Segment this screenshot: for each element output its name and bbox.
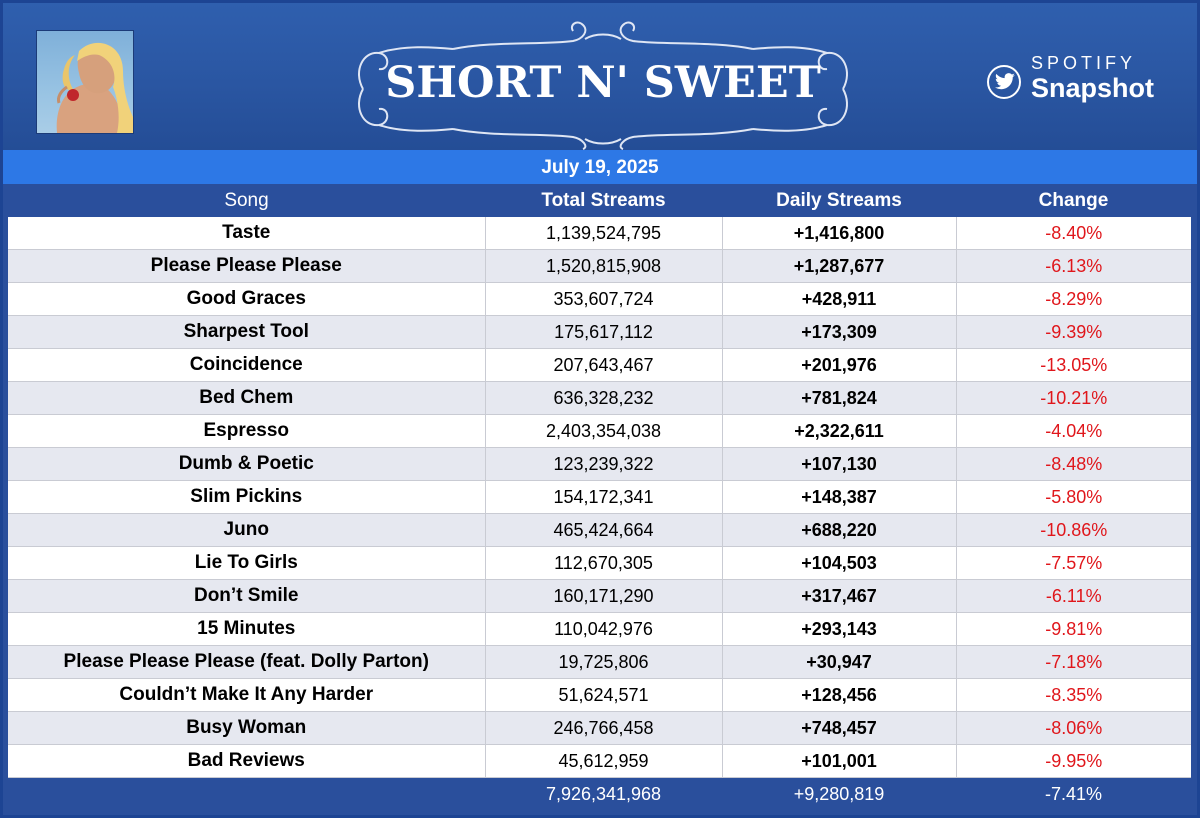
total-streams-cell: 112,670,305 [485,547,722,580]
album-title-logo: SHORT N' SWEET [385,58,821,108]
change-cell: -5.80% [956,481,1191,514]
change-cell: -10.21% [956,382,1191,415]
change-cell: -9.81% [956,613,1191,646]
album-cover-image [36,30,134,134]
table-row [8,250,1191,283]
total-streams-cell: 175,617,112 [485,316,722,349]
change-cell: -4.04% [956,415,1191,448]
daily-streams-cell: +1,416,800 [722,217,956,250]
change-cell: -8.29% [956,283,1191,316]
column-header-total-streams: Total Streams [485,185,722,217]
column-header-change: Change [956,185,1191,217]
song-name-cell: Coincidence [8,349,485,382]
table-row [8,679,1191,712]
daily-streams-cell: +1,287,677 [722,250,956,283]
table-row [8,349,1191,382]
change-cell: -7.18% [956,646,1191,679]
daily-streams-cell: +428,911 [722,283,956,316]
table-row [8,745,1191,778]
change-cell: -8.48% [956,448,1191,481]
table-row [8,283,1191,316]
total-streams-cell: 1,520,815,908 [485,250,722,283]
total-streams-cell: 207,643,467 [485,349,722,382]
change-cell: -7.57% [956,547,1191,580]
header-banner [3,3,1197,150]
daily-streams-cell: +748,457 [722,712,956,745]
daily-streams-cell: +781,824 [722,382,956,415]
song-name-cell: Please Please Please (feat. Dolly Parton) [8,646,485,679]
total-streams-cell: 465,424,664 [485,514,722,547]
daily-streams-cell: +128,456 [722,679,956,712]
change-cell: -9.39% [956,316,1191,349]
song-name-cell: Lie To Girls [8,547,485,580]
total-streams-cell: 2,403,354,038 [485,415,722,448]
total-streams-cell: 51,624,571 [485,679,722,712]
song-name-cell: Good Graces [8,283,485,316]
change-cell: -8.06% [956,712,1191,745]
change-cell: -8.40% [956,217,1191,250]
twitter-bird-icon [987,65,1021,99]
daily-streams-cell: +173,309 [722,316,956,349]
song-name-cell: Please Please Please [8,250,485,283]
totals-total-streams: 7,926,341,968 [485,778,722,812]
streams-table [8,185,1191,811]
daily-streams-cell: +104,503 [722,547,956,580]
total-streams-cell: 160,171,290 [485,580,722,613]
table-row [8,547,1191,580]
table-body [8,217,1191,778]
total-streams-cell: 636,328,232 [485,382,722,415]
total-streams-cell: 353,607,724 [485,283,722,316]
song-name-cell: Slim Pickins [8,481,485,514]
change-cell: -9.95% [956,745,1191,778]
daily-streams-cell: +107,130 [722,448,956,481]
table-row [8,448,1191,481]
table-row [8,580,1191,613]
total-streams-cell: 19,725,806 [485,646,722,679]
brand-snapshot-label: Snapshot [1031,73,1155,103]
totals-daily-streams: +9,280,819 [722,778,956,812]
daily-streams-cell: +148,387 [722,481,956,514]
song-name-cell: Don’t Smile [8,580,485,613]
daily-streams-cell: +201,976 [722,349,956,382]
date-banner: July 19, 2025 [3,150,1197,184]
total-streams-cell: 154,172,341 [485,481,722,514]
table-row [8,415,1191,448]
song-name-cell: Juno [8,514,485,547]
total-streams-cell: 110,042,976 [485,613,722,646]
total-streams-cell: 45,612,959 [485,745,722,778]
change-cell: -6.13% [956,250,1191,283]
song-name-cell: Sharpest Tool [8,316,485,349]
song-name-cell: Couldn’t Make It Any Harder [8,679,485,712]
table-row [8,613,1191,646]
change-cell: -10.86% [956,514,1191,547]
change-cell: -8.35% [956,679,1191,712]
daily-streams-cell: +30,947 [722,646,956,679]
totals-row [8,778,1191,812]
table-row [8,514,1191,547]
total-streams-cell: 123,239,322 [485,448,722,481]
total-streams-cell: 1,139,524,795 [485,217,722,250]
table-row [8,316,1191,349]
totals-change: -7.41% [956,778,1191,812]
song-name-cell: 15 Minutes [8,613,485,646]
table-row [8,646,1191,679]
spotify-snapshot-brand [987,53,1167,113]
daily-streams-cell: +293,143 [722,613,956,646]
song-name-cell: Bed Chem [8,382,485,415]
daily-streams-cell: +2,322,611 [722,415,956,448]
table-row [8,382,1191,415]
total-streams-cell: 246,766,458 [485,712,722,745]
column-header-daily-streams: Daily Streams [722,185,956,217]
table-row [8,712,1191,745]
song-name-cell: Busy Woman [8,712,485,745]
brand-spotify-label: SPOTIFY [1031,53,1137,73]
song-name-cell: Espresso [8,415,485,448]
song-name-cell: Dumb & Poetic [8,448,485,481]
column-header-song: Song [8,185,485,217]
song-name-cell: Bad Reviews [8,745,485,778]
daily-streams-cell: +101,001 [722,745,956,778]
change-cell: -6.11% [956,580,1191,613]
table-header-row [8,185,1191,217]
table-row [8,481,1191,514]
daily-streams-cell: +317,467 [722,580,956,613]
change-cell: -13.05% [956,349,1191,382]
table-row [8,217,1191,250]
song-name-cell: Taste [8,217,485,250]
daily-streams-cell: +688,220 [722,514,956,547]
totals-label-cell [8,778,485,812]
